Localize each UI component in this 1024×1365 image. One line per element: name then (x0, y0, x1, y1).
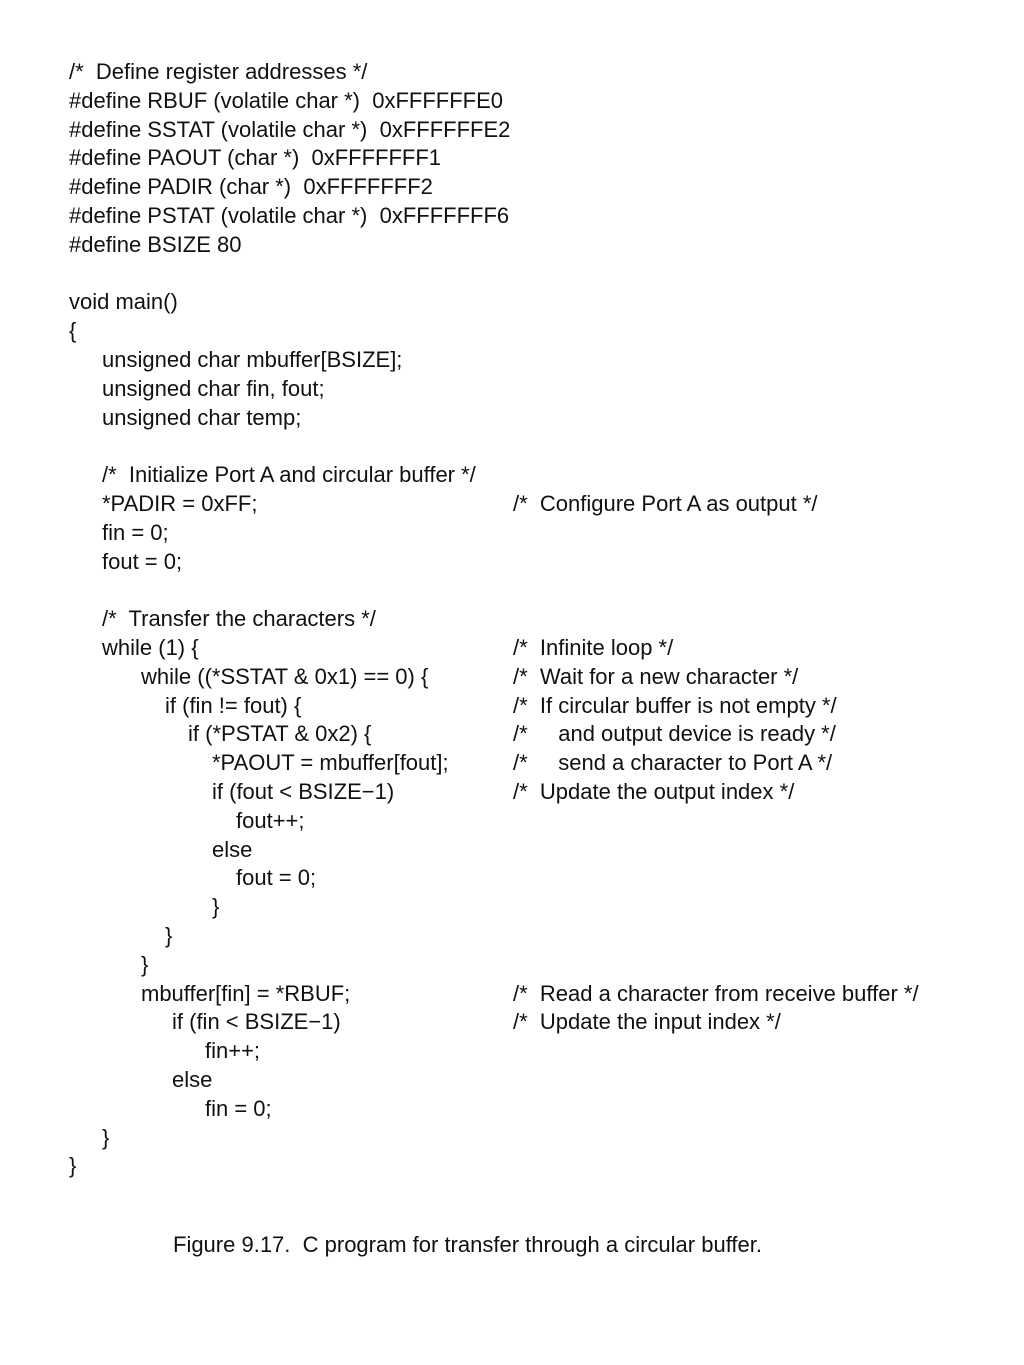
code-text: mbuffer[fin] = *RBUF; (141, 980, 351, 1006)
code-comment: /* Infinite loop */ (513, 635, 674, 660)
code-text: #define RBUF (volatile char *) 0xFFFFFFE0 (69, 87, 504, 113)
code-line (0, 143, 1024, 172)
figure-caption (0, 1230, 1024, 1260)
code-line (0, 662, 1024, 691)
code-line (0, 892, 1024, 921)
code-line (0, 1094, 1024, 1123)
code-line (0, 431, 1024, 460)
code-line (0, 748, 1024, 777)
code-text: if (fout < BSIZE−1) (212, 779, 395, 804)
code-text: unsigned char mbuffer[BSIZE]; (102, 347, 403, 372)
code-line (0, 489, 1024, 518)
code-line (0, 1151, 1024, 1180)
code-line (0, 835, 1024, 864)
code-text: /* Define register addresses */ (69, 59, 368, 84)
code-line (0, 1007, 1024, 1036)
code-line (0, 1065, 1024, 1094)
code-text: while (1) { (102, 635, 199, 660)
code-line (0, 921, 1024, 950)
code-comment: /* Update the output index */ (513, 779, 795, 804)
code-text: } (69, 1153, 77, 1179)
code-line (0, 691, 1024, 720)
code-line (0, 259, 1024, 288)
code-comment: /* and output device is ready */ (513, 721, 836, 747)
code-line (0, 57, 1024, 86)
code-text: *PAOUT = mbuffer[fout]; (212, 750, 449, 776)
code-line (0, 633, 1024, 662)
code-text: unsigned char temp; (102, 404, 302, 430)
code-line (0, 1123, 1024, 1152)
code-text: } (102, 1124, 110, 1150)
code-line (0, 287, 1024, 316)
code-line (0, 172, 1024, 201)
code-comment: /* Configure Port A as output */ (513, 491, 818, 516)
code-line (0, 719, 1024, 748)
code-line (0, 777, 1024, 806)
code-line (0, 201, 1024, 230)
code-text: fout++; (236, 807, 305, 833)
code-comment: /* Read a character from receive buffer */ (513, 980, 919, 1006)
code-text: unsigned char fin, fout; (102, 375, 325, 401)
code-text: fin = 0; (102, 519, 169, 545)
code-text: fout = 0; (102, 548, 183, 574)
code-text: fin++; (205, 1038, 261, 1064)
code-text: /* Transfer the characters */ (102, 606, 376, 632)
code-text: } (165, 923, 173, 948)
code-comment: /* If circular buffer is not empty */ (513, 692, 837, 718)
code-line (0, 345, 1024, 374)
figure-caption-text: Figure 9.17. C program for transfer through a circular buffer. (173, 1232, 762, 1257)
code-line (0, 374, 1024, 403)
code-line (0, 863, 1024, 892)
code-text: fout = 0; (236, 865, 317, 891)
code-line (0, 230, 1024, 259)
code-line (0, 460, 1024, 489)
code-line (0, 575, 1024, 604)
code-text: if (fin < BSIZE−1) (172, 1009, 341, 1035)
code-comment: /* send a character to Port A */ (513, 750, 833, 776)
code-comment: /* Wait for a new character */ (513, 663, 799, 689)
code-text: #define SSTAT (volatile char *) 0xFFFFFFE2 (69, 116, 511, 142)
code-line (0, 403, 1024, 432)
code-text: { (69, 318, 77, 344)
code-line (0, 518, 1024, 547)
code-text: else (212, 836, 253, 862)
code-text: #define PAOUT (char *) 0xFFFFFFF1 (69, 145, 442, 171)
code-text: } (212, 894, 220, 920)
code-line (0, 115, 1024, 144)
code-text: #define BSIZE 80 (69, 231, 242, 257)
code-line (0, 316, 1024, 345)
code-text: fin = 0; (205, 1095, 272, 1121)
code-line (0, 979, 1024, 1008)
code-text: else (172, 1067, 213, 1092)
code-text: void main() (69, 289, 178, 315)
code-text: while ((*SSTAT & 0x1) == 0) { (141, 663, 429, 689)
code-line (0, 1036, 1024, 1065)
code-line (0, 86, 1024, 115)
code-text: if (fin != fout) { (165, 692, 302, 718)
code-comment: /* Update the input index */ (513, 1009, 781, 1035)
code-line (0, 950, 1024, 979)
code-text: *PADIR = 0xFF; (102, 491, 258, 516)
code-text: if (*PSTAT & 0x2) { (188, 721, 372, 747)
code-text: /* Initialize Port A and circular buffer */ (102, 462, 476, 488)
code-text: } (141, 951, 149, 977)
code-text: #define PSTAT (volatile char *) 0xFFFFFFF6 (69, 203, 510, 228)
code-line (0, 604, 1024, 633)
code-line (0, 806, 1024, 835)
code-line (0, 547, 1024, 576)
code-text: #define PADIR (char *) 0xFFFFFFF2 (69, 174, 433, 200)
